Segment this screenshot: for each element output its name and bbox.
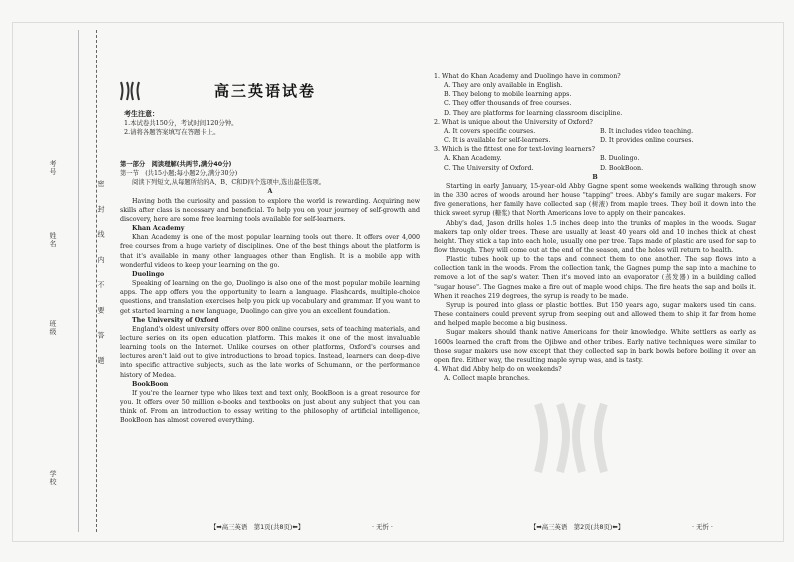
option-row: [434, 136, 756, 145]
subheading: Duolingo: [132, 270, 165, 278]
subheading: BookBoon: [132, 380, 169, 388]
notice-heading: 考生注意：: [124, 110, 159, 118]
option: B. Duolingo.: [600, 155, 640, 163]
notice-box: [124, 110, 238, 137]
passage-label: A: [267, 188, 273, 196]
class-label: 班级: [49, 320, 57, 336]
option: D. BookBoon.: [600, 164, 644, 172]
option: B. It includes video teaching.: [600, 127, 694, 135]
question: 1. What do Khan Academy and Duolingo have in common?: [434, 73, 621, 80]
footer-code: · 无忻 ·: [692, 523, 713, 531]
question: 2. What is unique about the University of Oxford?: [434, 118, 593, 126]
binding-line: [78, 30, 79, 532]
option: A. Collect maple branches.: [444, 375, 530, 383]
school-label: 学校: [49, 470, 57, 486]
option: A. They are only available in English.: [444, 82, 563, 90]
option: D. They are platforms for learning classroom discipline.: [444, 109, 623, 117]
seal-warning: 密 封 线 内 不 要 答 题: [97, 180, 105, 372]
passage-label: B: [592, 173, 598, 181]
option: C. The University of Oxford.: [444, 164, 534, 172]
paragraph: Plastic tubes hook up to the taps and connect them to one another. The sap flows into a collection tank in the woods. From the collection tank, the Gagnes pump the sap into a machine to remove a lot of the sap's water. Then it's moved into an evaporator (蒸发器) in a building called "sugar house". The Gagnes make a fire out of maple wood chips. The fire heats the sap and boils it. When it reaches 219 degrees, the syrup is ready to be made.: [434, 256, 756, 300]
section-heading: 第一节 (共15小题;每小题2分,满分30分): [120, 170, 238, 178]
notice-item: 1.本试卷共150分，考试时间120分钟。: [124, 119, 238, 127]
footer-code: · 无忻 ·: [372, 523, 393, 531]
page-title: 高三英语试卷: [214, 82, 317, 100]
option: C. They offer thousands of free courses.: [444, 100, 572, 108]
watermark-logo-icon: [526, 398, 616, 478]
option-row: [434, 127, 756, 136]
option-row: [434, 164, 756, 173]
paragraph: Starting in early January, 15-year-old Abby Gagne spent some weekends walking through snow in the 330 acres of woods around her house "tapping" trees. Abby's family are sugar makers. For five generations, her family have collected sap (树液) from maple trees. They boil it down into the thick sweet syrup (糖浆) that North Americans love to apply on their pancakes.: [434, 182, 756, 218]
paragraph: Sugar makers should thank native Americans for their knowledge. White settlers as early as 1600s learned the craft from the Ojibwe and other tribes. Early native techniques were similar to those sugar makers use now except that they collected sap in bark bowls before boiling it over an open fire. Either way, the resulting maple syrup was, and is tasty.: [434, 329, 756, 364]
option: A. It covers specific courses.: [444, 127, 536, 135]
option: D. It provides online courses.: [600, 137, 694, 145]
option: C. It is available for self-learners.: [444, 137, 551, 145]
exam-logo-icon: [118, 80, 142, 102]
part-heading: 第一部分 阅读理解(共两节,满分40分): [120, 161, 232, 168]
question: 3. Which is the fittest one for text-loving learners?: [434, 146, 595, 154]
exam-no-label: 考号: [49, 160, 57, 176]
paragraph: England's oldest university offers over 800 online courses, sets of teaching materials, and lecture series on its open education platform. This makes it one of the most invaluable learning tools on the Internet. Unlike courses on other platforms, Oxford's courses and lectures aren't laid out to give introductions to broad topics. Instead, learners can deep-dive into specific attractive subjects, such as the late works of Schumann, or the performance history of Medea.: [120, 325, 420, 379]
paragraph: Syrup is poured into glass or plastic bottles. But 150 years ago, sugar makers used tin cans. These containers could prevent syrup from seeping out and allowed them to ship it far from home and helped maple become a big business.: [434, 301, 756, 328]
paragraph: If you're the learner type who likes text and text only, BookBoon is a great resource for you. It offers over 50 million e-books and textbooks on just about any subject that you can think of. From an introduction to essay writing to the philosophy of artificial intelligence, BookBoon has almost covered everything.: [120, 389, 420, 425]
page-footer: 【➡高三英语 第2页(共8页)⬅】: [530, 523, 625, 531]
notice-item: 2.请将各题答案填写在答题卡上。: [124, 128, 220, 136]
instruction: 阅读下列短文,从每题所给的A、B、C和D四个选项中,选出最佳选项。: [132, 179, 326, 187]
option-row: [434, 154, 756, 163]
left-column: [120, 160, 420, 426]
right-column: [434, 72, 756, 383]
page-footer: 【➡高三英语 第1页(共8页)⬅】: [210, 523, 305, 531]
question: 4. What did Abby help do on weekends?: [434, 366, 562, 373]
paragraph: Abby's dad, Jason drills holes 1.5 inches deep into the trunks of maples in the woods. Sugar makers tap only older trees. These are usually at least 40 years old and 10 inches thick at chest height. They stick a tap into each hole, usually one per tree. Taps made of plastic are used for sap to flow through. They will come out at the end of the season, and the holes will return to health.: [434, 219, 756, 254]
option: B. They belong to mobile learning apps.: [444, 91, 572, 99]
paragraph: Speaking of learning on the go, Duolingo is also one of the most popular mobile learning apps. The app offers you the opportunity to learn a language. Flashcards, multiple-choice questions, and translation exercises help you pick up vocabulary and grammar. If you want to get started learning a new language, Duolingo can give you an excellent foundation.: [120, 280, 420, 315]
paragraph: Khan Academy is one of the most popular learning tools out there. It offers over 4,000 free courses from a huge variety of disciplines. One of the best things about the platform is that it's available in many other languages other than English. It is a mobile app with wonderful videos to keep your learning on the go.: [120, 234, 420, 269]
option: A. Khan Academy.: [444, 155, 502, 163]
subheading: Khan Academy: [132, 225, 185, 233]
paragraph: Having both the curiosity and passion to explore the world is rewarding. Acquiring new skills after class is necessary and beneficial. To help you on your journey of self-growth and discovery, here are some free learning tools available for self-learners.: [120, 197, 420, 223]
subheading: The University of Oxford: [132, 316, 219, 324]
name-label: 姓名: [49, 232, 57, 248]
